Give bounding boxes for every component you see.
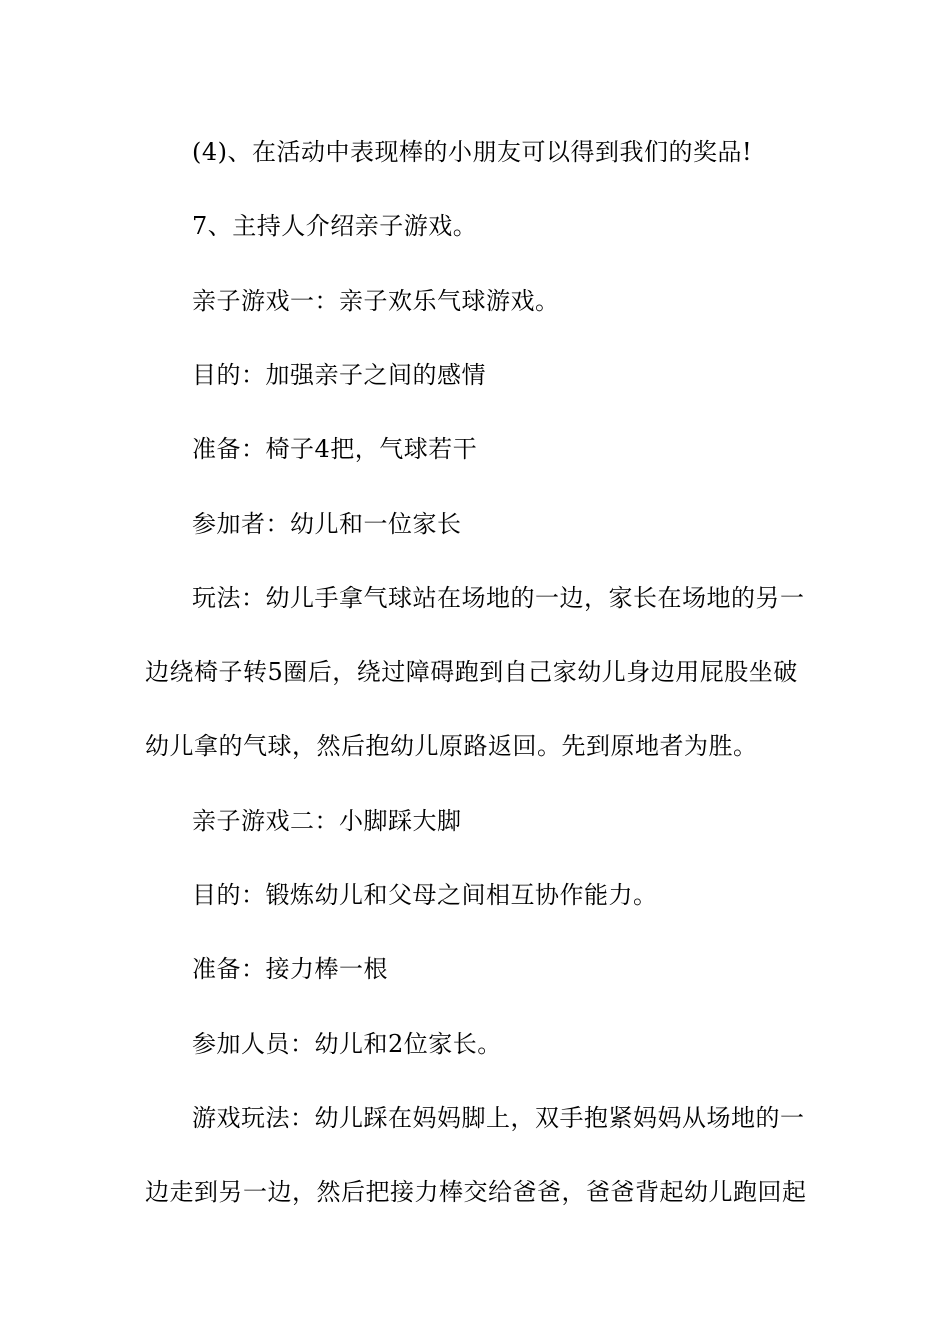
game-two-rules-line-2: 边走到另一边，然后把接力棒交给爸爸，爸爸背起幼儿跑回起 xyxy=(145,1178,807,1206)
paragraph-reward-note: (4)、在活动中表现棒的小朋友可以得到我们的奖品! xyxy=(192,138,753,166)
game-one-participants: 参加者：幼儿和一位家长 xyxy=(192,510,462,538)
game-one-preparation: 准备：椅子4把，气球若干 xyxy=(192,435,478,463)
game-two-purpose: 目的：锻炼幼儿和父母之间相互协作能力。 xyxy=(192,881,658,909)
game-two-participants: 参加人员：幼儿和2位家长。 xyxy=(192,1030,502,1058)
game-one-rules-line-1: 玩法：幼儿手拿气球站在场地的一边，家长在场地的另一 xyxy=(192,584,805,612)
game-two-title: 亲子游戏二：小脚踩大脚 xyxy=(192,807,462,835)
game-one-rules-line-3: 幼儿拿的气球，然后抱幼儿原路返回。先到原地者为胜。 xyxy=(145,732,758,760)
game-one-purpose: 目的：加强亲子之间的感情 xyxy=(192,361,486,389)
game-two-rules-line-1: 游戏玩法：幼儿踩在妈妈脚上，双手抱紧妈妈从场地的一 xyxy=(192,1104,805,1132)
game-two-preparation: 准备：接力棒一根 xyxy=(192,955,388,983)
game-one-rules-line-2: 边绕椅子转5圈后，绕过障碍跑到自己家幼儿身边用屁股坐破 xyxy=(145,658,798,686)
game-one-title: 亲子游戏一：亲子欢乐气球游戏。 xyxy=(192,287,560,315)
paragraph-host-intro: 7、主持人介绍亲子游戏。 xyxy=(192,212,478,240)
